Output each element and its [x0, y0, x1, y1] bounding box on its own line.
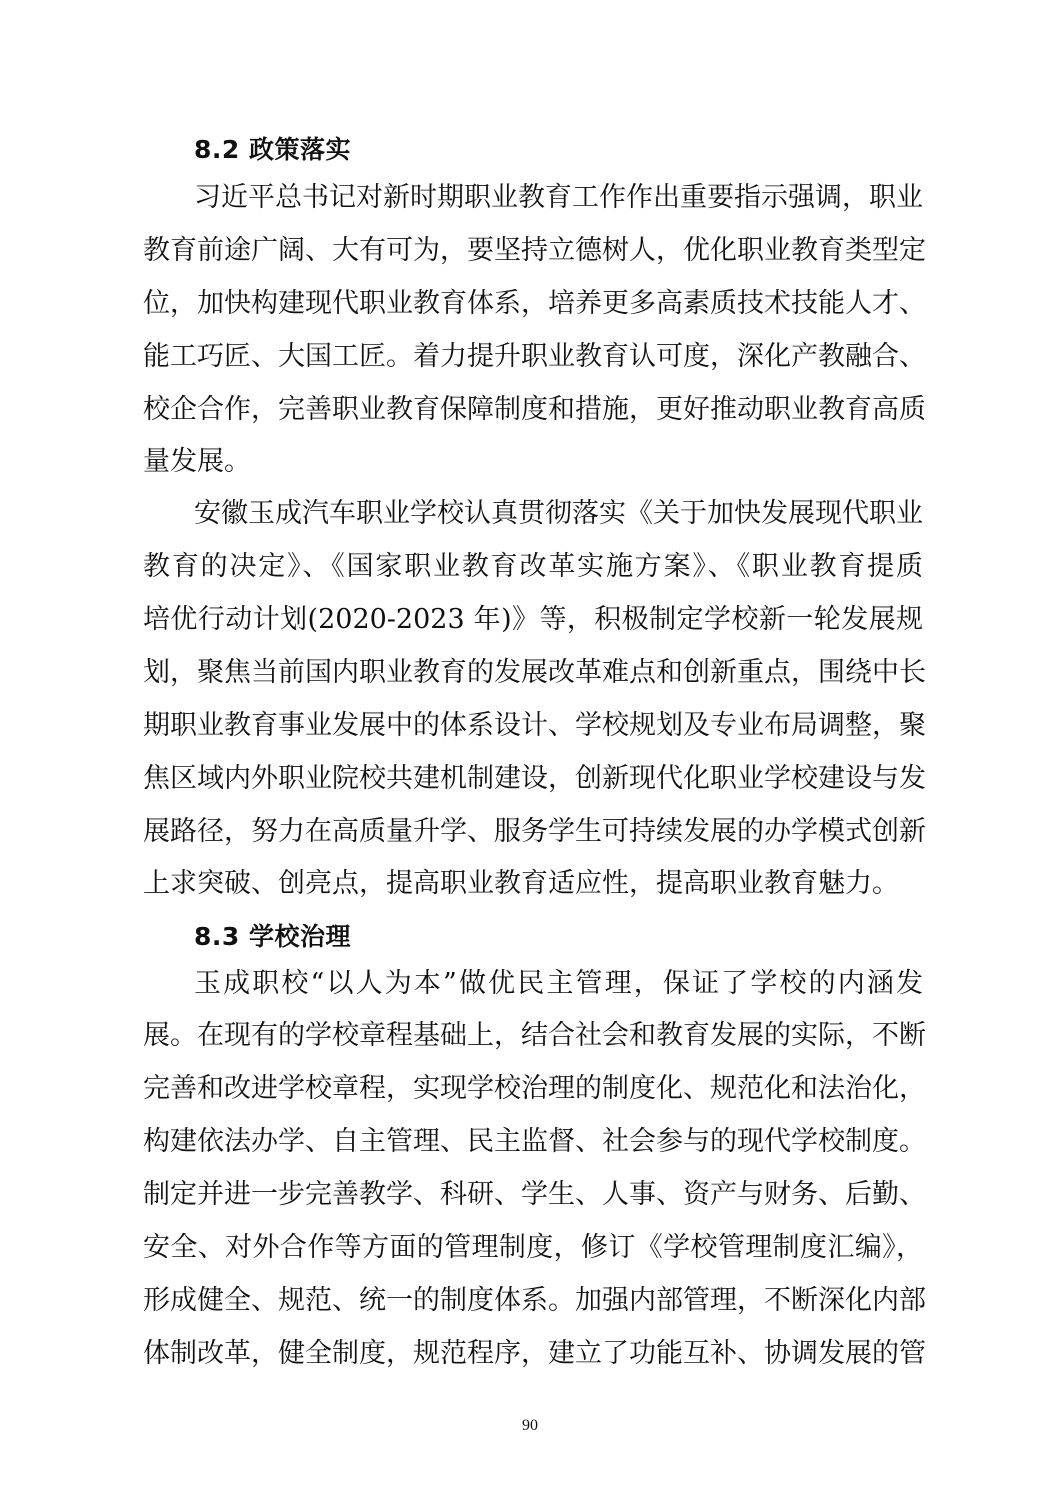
paragraph-line: 位，加快构建现代职业教育体系，培养更多高素质技术技能人才、 [143, 288, 926, 319]
section-heading-8-3: 8.3 学校治理 [194, 922, 351, 951]
paragraph-line: 展。在现有的学校章程基础上，结合社会和教育发展的实际，不断 [143, 1020, 926, 1051]
section-heading-8-2: 8.2 政策落实 [194, 135, 351, 164]
paragraph-line: 体制改革，健全制度，规范程序，建立了功能互补、协调发展的管 [143, 1338, 926, 1369]
paragraph-line: 教育的决定》、《国家职业教育改革实施方案》、《职业教育提质 [143, 551, 923, 582]
paragraph-line: 完善和改进学校章程，实现学校治理的制度化、规范化和法治化， [143, 1073, 926, 1104]
page-number: 90 [522, 1417, 538, 1434]
paragraph-line: 形成健全、规范、统一的制度体系。加强内部管理，不断深化内部 [143, 1285, 926, 1316]
paragraph-line: 量发展。 [143, 446, 251, 477]
paragraph-line: 玉成职校“以人为本”做优民主管理，保证了学校的内涵发 [194, 968, 923, 999]
paragraph-line: 构建依法办学、自主管理、民主监督、社会参与的现代学校制度。 [143, 1126, 926, 1157]
paragraph-line: 教育前途广阔、大有可为，要坚持立德树人，优化职业教育类型定 [143, 235, 926, 266]
paragraph-line: 能工巧匠、大国工匠。着力提升职业教育认可度，深化产教融合、 [143, 341, 926, 372]
paragraph-line: 安全、对外合作等方面的管理制度，修订《学校管理制度汇编》， [143, 1232, 923, 1263]
paragraph-line: 安徽玉成汽车职业学校认真贯彻落实《关于加快发展现代职业 [194, 498, 923, 529]
paragraph-line: 培优行动计划(2020-2023 年)》等，积极制定学校新一轮发展规 [143, 604, 923, 635]
paragraph-line: 上求突破、创亮点，提高职业教育适应性，提高职业教育魅力。 [143, 868, 899, 899]
paragraph-line: 制定并进一步完善教学、科研、学生、人事、资产与财务、后勤、 [143, 1179, 926, 1210]
paragraph-line: 校企合作，完善职业教育保障制度和措施，更好推动职业教育高质 [143, 394, 926, 425]
paragraph-line: 习近平总书记对新时期职业教育工作作出重要指示强调，职业 [194, 182, 923, 213]
paragraph-line: 期职业教育事业发展中的体系设计、学校规划及专业布局调整，聚 [143, 710, 926, 741]
paragraph-line: 展路径，努力在高质量升学、服务学生可持续发展的办学模式创新 [143, 816, 926, 847]
paragraph-line: 划，聚焦当前国内职业教育的发展改革难点和创新重点，围绕中长 [143, 657, 926, 688]
paragraph-line: 焦区域内外职业院校共建机制建设，创新现代化职业学校建设与发 [143, 763, 926, 794]
